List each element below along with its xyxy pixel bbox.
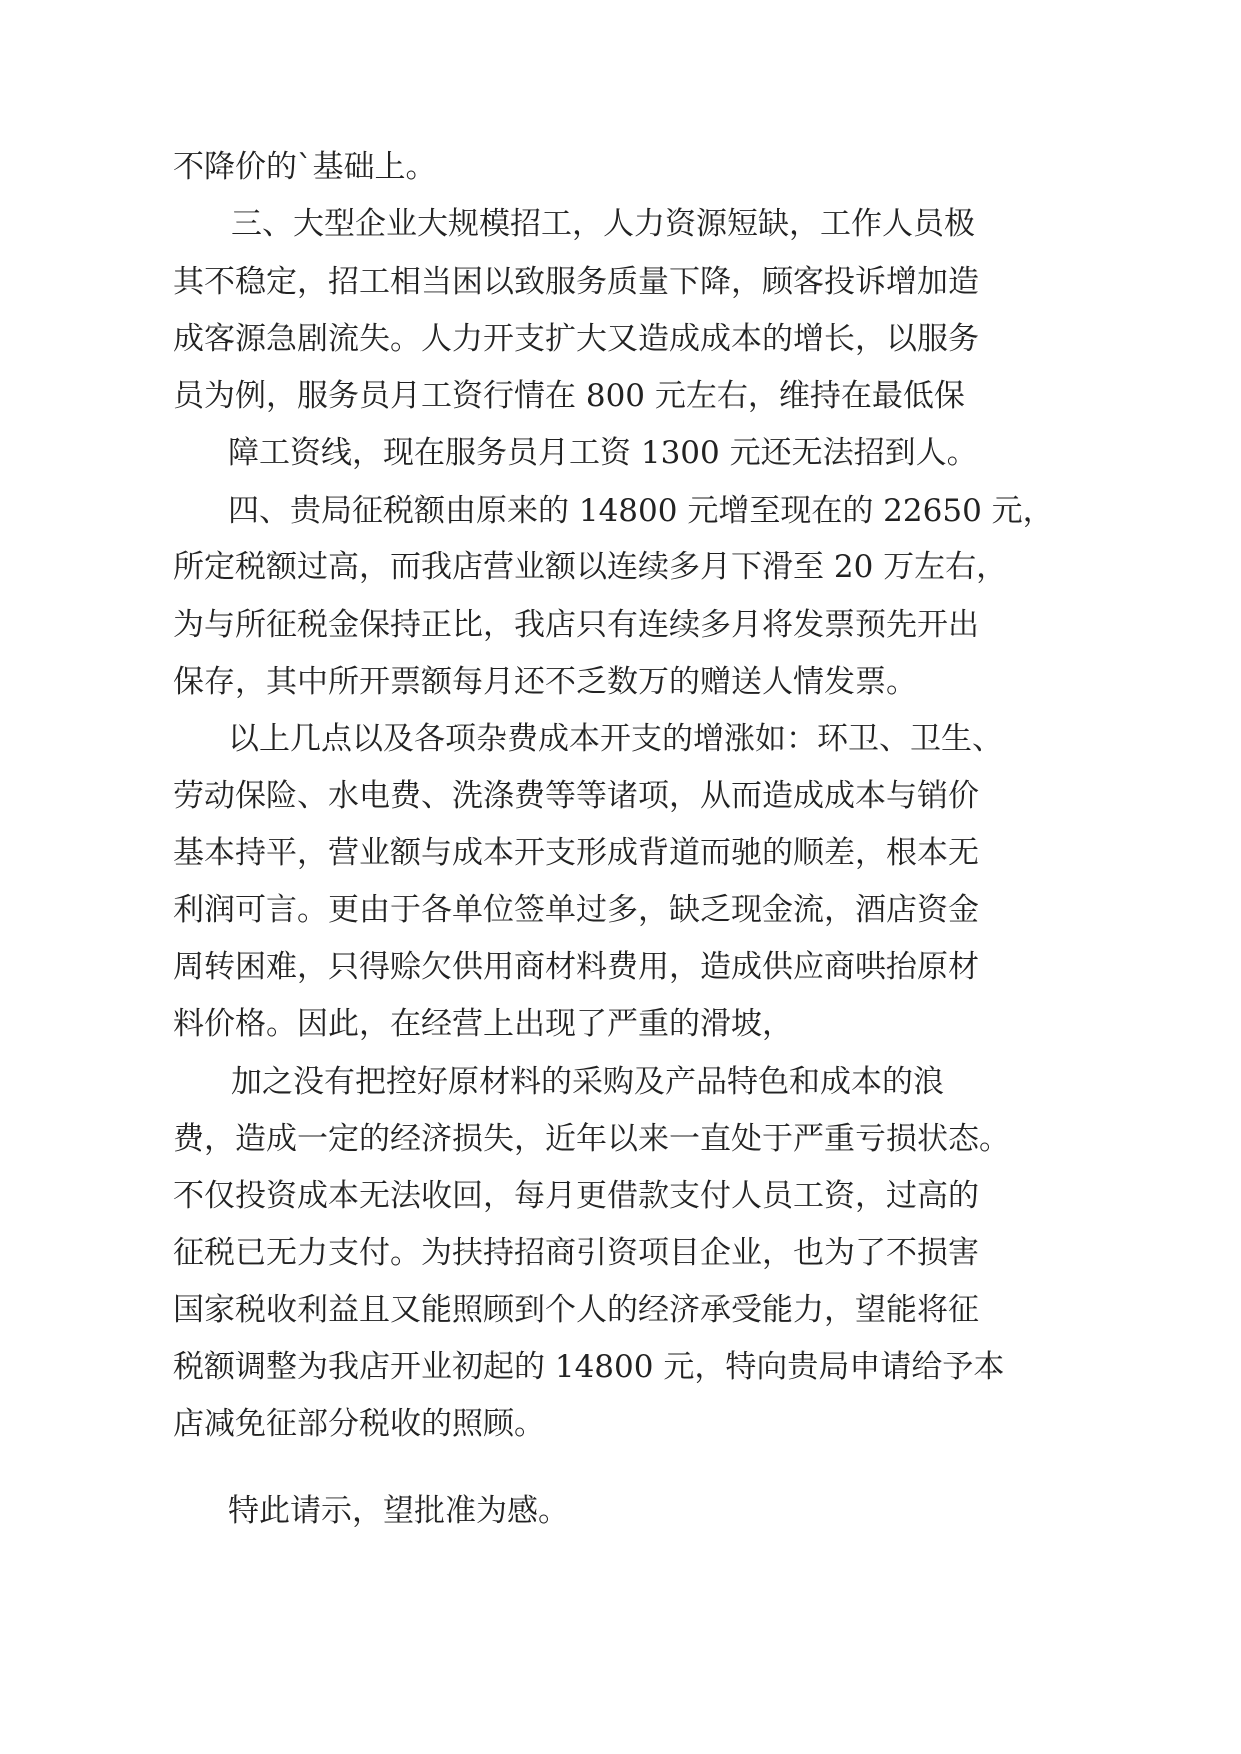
text-line: 周转困难，只得赊欠供用商材料费用，造成供应商哄抬原材 bbox=[173, 949, 979, 985]
text-line: 四、贵局征税额由原来的 14800 元增至现在的 22650 元， bbox=[228, 493, 1054, 529]
text-line: 所定税额过高，而我店营业额以连续多月下滑至 20 万左右， bbox=[173, 549, 1008, 585]
text-line: 税额调整为我店开业初起的 14800 元，特向贵局申请给予本 bbox=[173, 1349, 1005, 1385]
text-line: 成客源急剧流失。人力开支扩大又造成成本的增长，以服务 bbox=[173, 321, 979, 357]
text-line: 不降价的`基础上。 bbox=[173, 149, 437, 185]
text-line: 费，造成一定的经济损失，近年以来一直处于严重亏损状态。 bbox=[173, 1121, 1010, 1157]
text-line: 不仅投资成本无法收回，每月更借款支付人员工资，过高的 bbox=[173, 1178, 979, 1214]
text-line: 店减免征部分税收的照顾。 bbox=[173, 1406, 545, 1442]
text-line: 基本持平，营业额与成本开支形成背道而驰的顺差，根本无 bbox=[173, 835, 979, 871]
text-line: 员为例，服务员月工资行情在 800 元左右，维持在最低保 bbox=[173, 378, 965, 414]
text-line: 劳动保险、水电费、洗涤费等等诸项，从而造成成本与销价 bbox=[173, 778, 979, 814]
text-line: 征税已无力支付。为扶持招商引资项目企业，也为了不损害 bbox=[173, 1235, 979, 1271]
text-line: 其不稳定，招工相当困以致服务质量下降，顾客投诉增加造 bbox=[173, 264, 979, 300]
text-line: 三、大型企业大规模招工，人力资源短缺，工作人员极 bbox=[231, 206, 975, 242]
text-line: 为与所征税金保持正比，我店只有连续多月将发票预先开出 bbox=[173, 607, 979, 643]
text-line: 料价格。因此，在经营上出现了严重的滑坡， bbox=[173, 1006, 793, 1042]
text-line: 国家税收利益且又能照顾到个人的经济承受能力，望能将征 bbox=[173, 1292, 979, 1328]
text-line: 以上几点以及各项杂费成本开支的增涨如：环卫、卫生、 bbox=[228, 721, 1003, 757]
text-line: 利润可言。更由于各单位签单过多，缺乏现金流，酒店资金 bbox=[173, 892, 979, 928]
text-line: 保存，其中所开票额每月还不乏数万的赠送人情发票。 bbox=[173, 664, 917, 700]
text-line: 加之没有把控好原材料的采购及产品特色和成本的浪 bbox=[231, 1064, 944, 1100]
text-line: 障工资线，现在服务员月工资 1300 元还无法招到人。 bbox=[228, 435, 978, 471]
text-line: 特此请示，望批准为感。 bbox=[228, 1493, 569, 1529]
